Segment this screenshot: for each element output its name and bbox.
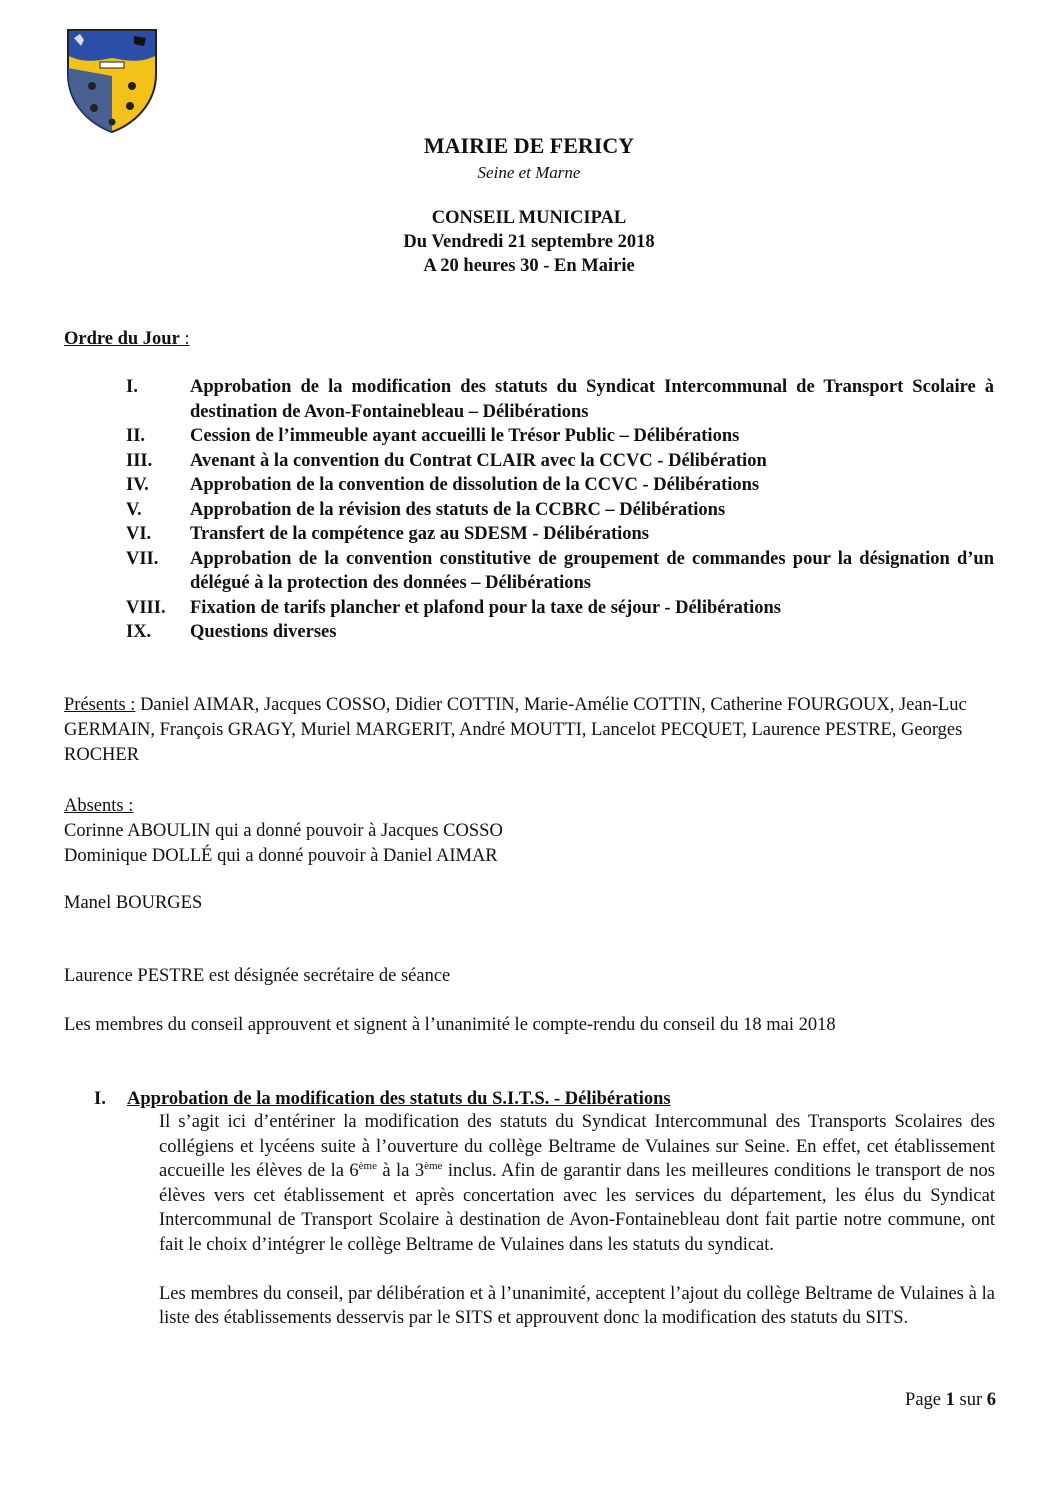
attendees-paragraph	[64, 693, 994, 768]
agenda-heading-colon: :	[179, 329, 190, 349]
agenda-number: IX.	[126, 622, 152, 642]
agenda-item	[126, 424, 994, 449]
section-body	[159, 1110, 995, 1331]
total-pages: 6	[986, 1390, 996, 1410]
agenda-number: I.	[126, 377, 138, 397]
absentee-other: Manel BOURGES	[64, 893, 203, 913]
absentees-block	[64, 794, 994, 869]
agenda-item	[126, 547, 994, 596]
meeting-line: Du Vendredi 21 septembre 2018	[403, 232, 655, 252]
page-subtitle: Seine et Marne	[477, 163, 581, 182]
absentee-line: Corinne ABOULIN qui a donné pouvoir à Jacques COSSO	[64, 821, 503, 841]
agenda-text: Cession de l’immeuble ayant accueilli le Trésor Public – Délibérations	[190, 426, 740, 446]
agenda-number: VI.	[126, 524, 152, 544]
agenda-text: Approbation de la révision des statuts de la CCBRC – Délibérations	[190, 499, 726, 520]
paragraph-text: inclus. Afin de garantir dans les meilleures conditions le transport de nos élèves vers cet établissement et après concertation avec les services du département, les élus du Syndicat Intercommunal de Transport Scolaire à destination de Avon-Fontainebleau dont fait partie notre commune, ont fait le choix d’intégrer le collège Beltrame de Vulaines dans les statuts du syndicat.	[159, 1161, 996, 1255]
agenda-number: V.	[126, 499, 142, 520]
agenda-text: Fixation de tarifs plancher et plafond pour la taxe de séjour - Délibérations	[190, 597, 781, 618]
attendees-list: Daniel AIMAR, Jacques COSSO, Didier COTTIN, Marie-Amélie COTTIN, Catherine FOURGOUX, Jean-Luc GERMAIN, François GRAGY, Muriel MARGERIT, André MOUTTI, Lancelot PECQUET, Laurence PESTRE, Georges ROCHER	[64, 695, 967, 765]
agenda-text: Approbation de la convention de dissolution de la CCVC - Délibérations	[190, 475, 760, 495]
meeting-line: CONSEIL MUNICIPAL	[431, 208, 627, 228]
absentee-line: Dominique DOLLÉ qui a donné pouvoir à Daniel AIMAR	[64, 846, 498, 866]
attendees-label: Présents :	[64, 695, 136, 715]
section-title: Approbation de la modification des statuts du S.I.T.S. - Délibérations	[127, 1089, 671, 1109]
agenda-text: Approbation de la convention constitutive de groupement de commandes pour la désignation d’un délégué à la protection des données – Délibérations	[190, 548, 994, 593]
ordinal-suffix: ème	[424, 1160, 443, 1172]
page-title: MAIRIE DE FERICY	[423, 133, 635, 158]
ordinal-suffix: ème	[358, 1160, 377, 1172]
coat-of-arms-icon	[64, 28, 160, 134]
agenda-item	[126, 522, 994, 547]
agenda-text: Questions diverses	[190, 622, 337, 642]
page-label: Page	[905, 1390, 946, 1410]
meeting-info	[0, 206, 1058, 278]
current-page: 1	[945, 1390, 955, 1410]
section-paragraph	[159, 1110, 995, 1257]
secretary-line: Laurence PESTRE est désignée secrétaire de séance	[64, 966, 451, 986]
paragraph-text: Il s’agit ici d’entériner la modification des statuts du Syndicat Intercommunal des Transports Scolaires des collégiens et lycéens suite à l’ouverture du collège Beltrame de Vulaines sur Seine. En effet, cet établissement accueille les élèves de la 6	[159, 1112, 995, 1181]
agenda-text: Transfert de la compétence gaz au SDESM - Délibérations	[190, 524, 650, 544]
section-heading	[94, 1087, 671, 1112]
agenda-heading-label: Ordre du Jour	[64, 329, 180, 349]
page-of: sur	[954, 1390, 987, 1410]
approval-line: Les membres du conseil approuvent et signent à l’unanimité le compte-rendu du conseil du 18 mai 2018	[64, 1015, 836, 1035]
agenda-list	[126, 375, 994, 645]
paragraph-text: à la 3	[377, 1161, 425, 1181]
agenda-number: VIII.	[126, 597, 166, 618]
agenda-item	[126, 596, 994, 621]
agenda-number: IV.	[126, 475, 149, 495]
section-paragraph: Les membres du conseil, par délibération et à l’unanimité, acceptent l’ajout du collège Beltrame de Vulaines à la liste des établissements desservis par le SITS et approuvent donc la modification des statuts du SITS.	[159, 1283, 995, 1328]
section-number: I.	[94, 1089, 106, 1109]
agenda-item	[126, 498, 994, 523]
agenda-item	[126, 620, 994, 645]
agenda-heading	[64, 327, 190, 352]
agenda-number: II.	[126, 426, 146, 446]
agenda-text: Avenant à la convention du Contrat CLAIR avec la CCVC - Délibération	[190, 450, 767, 471]
absentees-label: Absents :	[64, 796, 134, 816]
meeting-line: A 20 heures 30 - En Mairie	[423, 256, 635, 276]
agenda-item	[126, 473, 994, 498]
agenda-text: Approbation de la modification des statuts du Syndicat Intercommunal de Transport Scolaire à destination de Avon-Fontainebleau – Délibérations	[190, 377, 994, 422]
agenda-number: III.	[126, 450, 153, 471]
agenda-item	[126, 375, 994, 424]
page-number	[905, 1388, 996, 1413]
agenda-number: VII.	[126, 548, 159, 569]
agenda-item	[126, 449, 994, 474]
